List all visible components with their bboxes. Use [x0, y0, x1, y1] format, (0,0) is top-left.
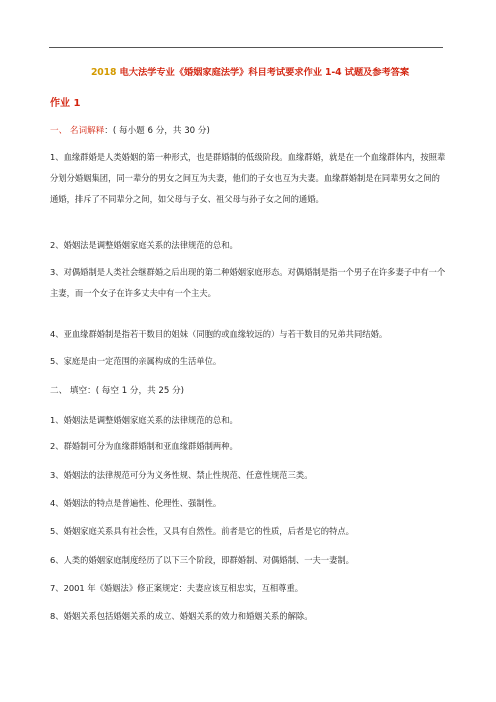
document-title — [40, 64, 460, 78]
paragraph: 1、血缘群婚是人类婚姻的第一种形式，也是群婚制的低级阶段。血缘群婚，就是在一个血缘群体内，按照辈分划分婚姻集团，同一辈分的男女之间互为夫妻，他们的子女也互为夫妻。血缘群婚制是在同辈男女之间的通婚，排斥了不同辈分之间，如父母与子女、祖父母与孙子女之间的通婚。 — [50, 152, 446, 204]
paragraph: 4、亚血缘群婚制是指若干数目的姐妹（同胞的或血缘较远的）与若干数目的兄弟共同结婚。 — [50, 329, 388, 339]
paragraph: 7、2001 年《婚姻法》修正案规定：夫妻应该互相忠实，互相尊重。 — [50, 583, 304, 593]
section-score: ：( 每空 1 分，共 25 分) — [87, 386, 185, 396]
paragraph: 3、对偶婚制是人类社会继群婚之后出现的第二种婚姻家庭形态。对偶婚制是指一个男子在许多妻子中有一个主妻，而一个女子在许多丈夫中有一个主夫。 — [50, 267, 446, 298]
paragraph: 6、人类的婚姻家庭制度经历了以下三个阶段，即群婚制、对偶婚制、一夫一妻制。 — [50, 555, 354, 565]
paragraph: 8、婚姻关系包括婚姻关系的成立、婚姻关系的效力和婚姻关系的解除。 — [50, 611, 313, 621]
section-heading-terms — [50, 124, 210, 136]
paragraph: 5、婚姻家庭关系具有社会性，又具有自然性。前者是它的性质，后者是它的特点。 — [50, 526, 354, 536]
section-label: 一、 名词解释 — [50, 126, 105, 136]
title-text: 电大法学专业《婚姻家庭法学》科目考试要求作业 1-4 试题及参考答案 — [116, 67, 410, 78]
paragraph: 4、婚姻法的特点是普遍性、伦理性、强制性。 — [50, 498, 222, 508]
header-rule — [49, 47, 443, 48]
section-score: ：( 每小题 6 分，共 30 分) — [104, 126, 210, 136]
title-year: 2018 — [90, 67, 117, 78]
section-label: 二、 填空 — [50, 386, 88, 396]
paragraph: 2、婚姻法是调整婚姻家庭关系的法律规范的总和。 — [50, 240, 238, 250]
paragraph: 5、家庭是由一定范围的亲属构成的生活单位。 — [50, 356, 222, 366]
homework-heading: 作业 1 — [50, 98, 81, 109]
paragraph: 3、婚姻法的法律规范可分为义务性规、禁止性规范、任意性规范三类。 — [50, 470, 313, 480]
paragraph: 1、婚姻法是调整婚姻家庭关系的法律规范的总和。 — [50, 415, 238, 425]
paragraph: 2、群婚制可分为血缘群婚制和亚血缘群婚制两种。 — [50, 441, 238, 451]
section-heading-fill — [50, 384, 184, 396]
